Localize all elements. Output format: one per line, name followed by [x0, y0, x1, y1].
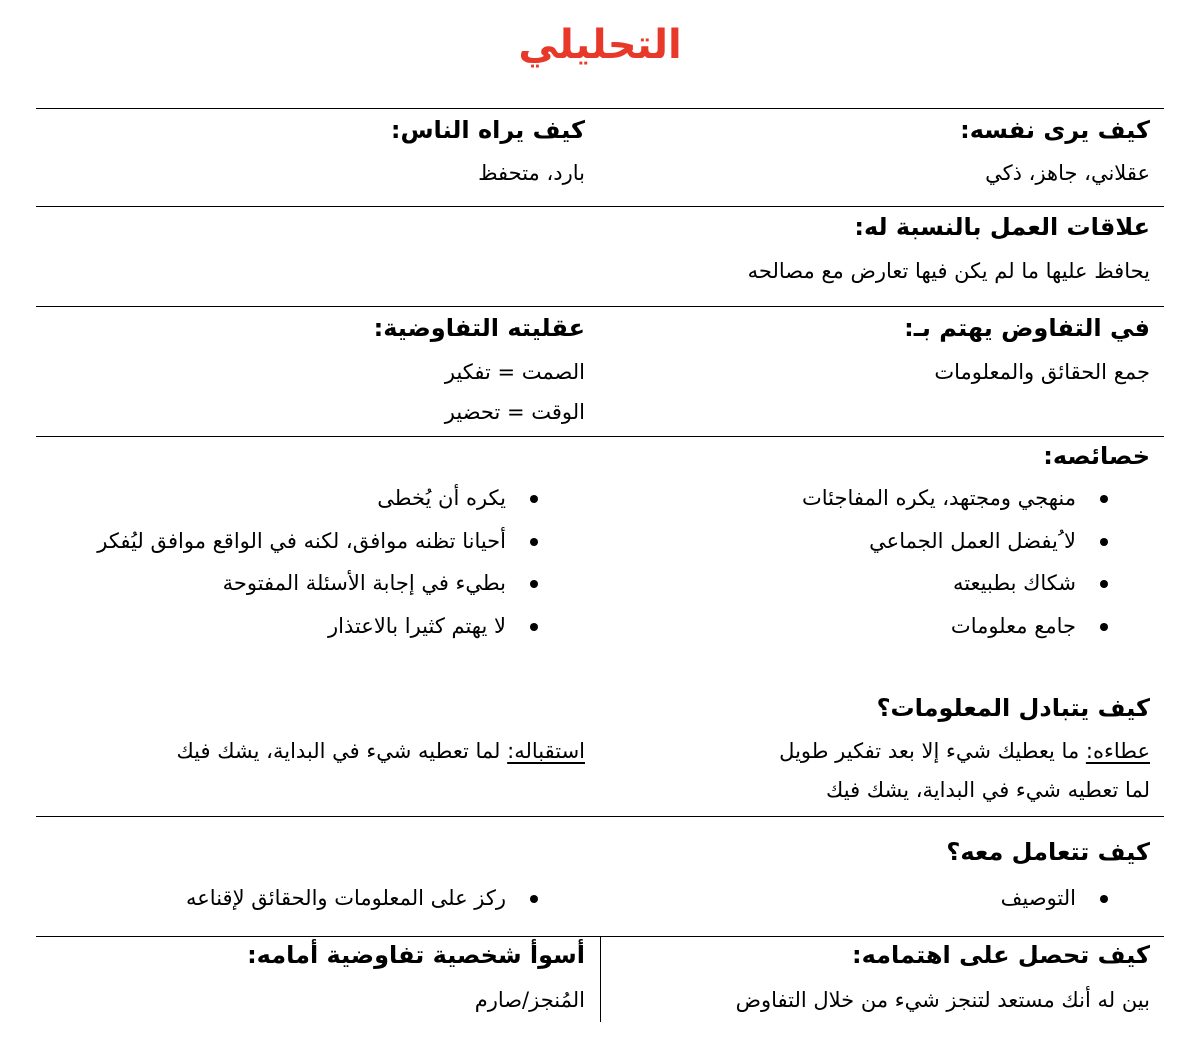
negotiation-mindset-line: الصمت = تفكير	[444, 360, 585, 384]
attention-text: بين له أنك مستعد لتنجز شيء من خلال التفاوض	[735, 988, 1150, 1012]
negotiation-focus-heading: في التفاوض يهتم بـ:	[904, 314, 1150, 342]
list-item: أحيانا تظنه موافق، لكنه في الواقع موافق ليُفكر	[97, 529, 538, 553]
list-item: لا ُيفضل العمل الجماعي	[869, 529, 1108, 553]
negotiation-focus-text: جمع الحقائق والمعلومات	[934, 360, 1150, 384]
others-view-text: بارد، متحفظ	[478, 161, 585, 185]
bullet-icon	[1100, 538, 1108, 546]
work-relations-heading: علاقات العمل بالنسبة له:	[854, 213, 1150, 241]
bullet-icon	[530, 495, 538, 503]
attention-heading: كيف تحصل على اهتمامه:	[851, 941, 1150, 969]
work-relations-text: يحافظ عليها ما لم يكن فيها تعارض مع مصالحه	[747, 259, 1150, 283]
self-view-text: عقلاني، جاهز، ذكي	[985, 161, 1150, 185]
traits-heading: خصائصه:	[1043, 442, 1150, 470]
self-view-heading: كيف يرى نفسه:	[960, 116, 1150, 144]
receiving-text: استقباله: لما تعطيه شيء في البداية، يشك فيك	[176, 739, 585, 763]
list-item: التوصيف	[1001, 886, 1108, 910]
list-item: شكاك بطبيعته	[953, 571, 1108, 595]
bullet-icon	[530, 623, 538, 631]
divider	[36, 108, 1164, 109]
dealing-heading: كيف تتعامل معه؟	[946, 838, 1150, 866]
bullet-icon	[530, 580, 538, 588]
column-divider	[600, 936, 601, 1022]
list-item: جامع معلومات	[951, 614, 1108, 638]
divider	[36, 436, 1164, 437]
list-item: منهجي ومجتهد، يكره المفاجئات	[802, 486, 1108, 510]
list-item: لا يهتم كثيرا بالاعتذار	[328, 614, 538, 638]
bullet-icon	[530, 895, 538, 903]
bullet-icon	[1100, 623, 1108, 631]
worst-opponent-text: المُنجز/صارم	[474, 988, 585, 1012]
info-exchange-heading: كيف يتبادل المعلومات؟	[876, 694, 1150, 722]
list-item: يكره أن يُخطى	[377, 486, 538, 510]
bullet-icon	[1100, 895, 1108, 903]
bullet-icon	[1100, 495, 1108, 503]
negotiation-mindset-line: الوقت = تحضير	[444, 400, 585, 424]
list-item: بطيء في إجابة الأسئلة المفتوحة	[223, 571, 538, 595]
worst-opponent-heading: أسوأ شخصية تفاوضية أمامه:	[247, 941, 585, 969]
divider	[36, 816, 1164, 817]
giving-text-line2: لما تعطيه شيء في البداية، يشك فيك	[826, 778, 1150, 802]
divider	[36, 306, 1164, 307]
divider	[36, 206, 1164, 207]
giving-text: عطاءه: ما يعطيك شيء إلا بعد تفكير طويل	[779, 739, 1150, 763]
negotiation-mindset-heading: عقليته التفاوضية:	[373, 314, 585, 342]
page-title: التحليلي	[518, 22, 682, 68]
list-item: ركز على المعلومات والحقائق لإقناعه	[186, 886, 538, 910]
bullet-icon	[1100, 580, 1108, 588]
bullet-icon	[530, 538, 538, 546]
others-view-heading: كيف يراه الناس:	[390, 116, 585, 144]
